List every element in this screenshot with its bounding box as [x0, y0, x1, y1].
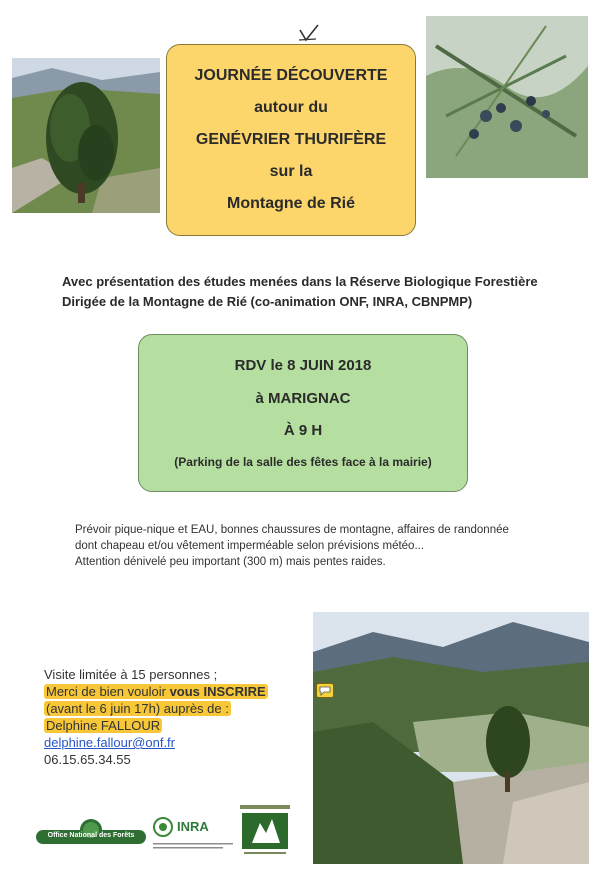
inscrire-text: vous INSCRIRE [169, 684, 266, 699]
juniper-tree-photo [12, 58, 160, 213]
contact-phone: 06.15.65.34.55 [44, 752, 131, 767]
title-box [166, 44, 416, 236]
intro-text [62, 272, 552, 312]
rdv-place: à MARIGNAC [255, 389, 351, 407]
intro-line-1: Avec présentation des études menées dans la Réserve Biologique Forestière [62, 274, 538, 289]
notes-line-3: Attention dénivelé peu important (300 m) mais pentes raides. [75, 556, 386, 568]
notes-line-1: Prévoir pique-nique et EAU, bonnes chaussures de montagne, affaires de randonnée [75, 524, 509, 536]
title-line-3: GENÉVRIER THURIFÈRE [195, 131, 387, 148]
inra-logo [151, 813, 236, 853]
title-line-2: autour du [254, 99, 328, 116]
title-line-4: sur la [269, 163, 313, 180]
cbn-logo [240, 805, 290, 857]
intro-line-2: Dirigée de la Montagne de Rié (co-animation ONF, INRA, CBNPMP) [62, 294, 473, 309]
contact-email-link[interactable]: delphine.fallour@onf.fr [44, 735, 175, 750]
contact-block [44, 666, 304, 768]
rdv-box [138, 334, 468, 492]
onf-logo-text: Office National des Forêts [47, 832, 135, 839]
valley-landscape-photo [313, 612, 589, 864]
contact-name: Delphine FALLOUR [46, 718, 161, 733]
merci-text: Merci de bien vouloir [46, 684, 170, 699]
deadline-text: (avant le 6 juin 17h) auprès de : [46, 701, 229, 716]
juniper-branch-photo [426, 16, 588, 178]
visit-limit: Visite limitée à 15 personnes ; [44, 667, 218, 682]
rdv-parking: (Parking de la salle des fêtes face à la mairie) [174, 455, 432, 470]
pen-scribble-icon [296, 22, 322, 44]
practical-notes [75, 522, 555, 570]
register-highlight [44, 684, 268, 699]
notes-line-2: dont chapeau et/ou vêtement imperméable selon prévisions météo... [75, 540, 425, 552]
onf-logo [36, 818, 146, 850]
inra-logo-text: INRA [177, 819, 209, 834]
comment-icon[interactable] [316, 683, 334, 698]
title-line-1: JOURNÉE DÉCOUVERTE [194, 67, 388, 84]
rdv-time: À 9 H [283, 422, 323, 440]
title-line-5: Montagne de Rié [226, 195, 355, 212]
rdv-date: RDV le 8 JUIN 2018 [234, 356, 372, 374]
